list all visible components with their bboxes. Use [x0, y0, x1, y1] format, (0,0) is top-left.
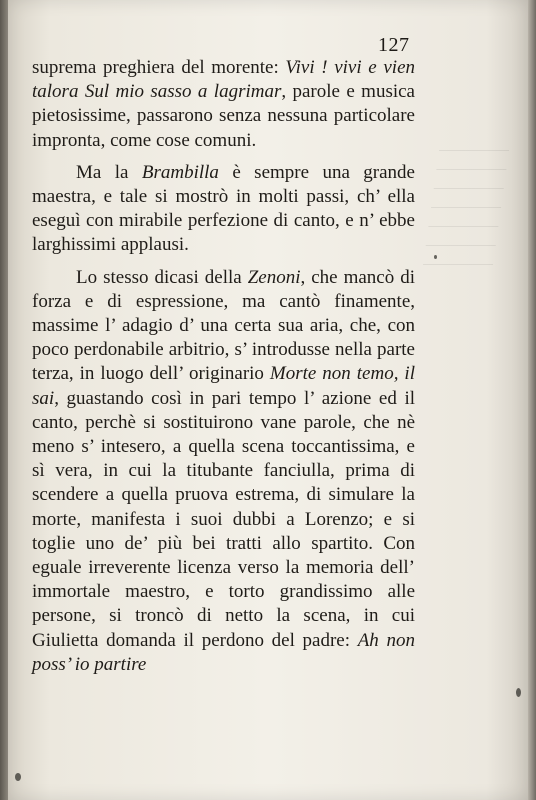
- paragraph-1-text-1: suprema preghiera del morente:: [32, 57, 286, 78]
- book-binding-shadow: [0, 0, 8, 800]
- paragraph-1-text-2: , parole e musica pietosissime, passarono senza nessuna particolare impronta, come cose comuni.: [32, 81, 415, 151]
- page-text: [32, 56, 415, 677]
- paragraph-continuation: [32, 56, 415, 153]
- paper-speck: [15, 773, 21, 781]
- page-edge-shadow: [528, 0, 536, 800]
- show-through-text: [421, 150, 509, 280]
- paragraph-3-italic-ending: Ah non poss’ io partire: [32, 629, 415, 675]
- paragraph-3-text-2: , che mancò di forza e di espressione, ma cantò finamente, massime l’ adagio d’ una certa sua aria, che, con poco perdonabile arbitrio, s’ introdusse nella parte terza, in luogo dell’ originario: [32, 266, 415, 385]
- paragraph-2-text-1: Ma la: [76, 161, 142, 183]
- paragraph-3-text-1: Lo stesso dicasi della: [76, 266, 248, 288]
- book-page: [8, 0, 528, 800]
- page-number: 127: [378, 34, 410, 56]
- paragraph-1-italic-quote: Vivi ! vivi e vien talora Sul mio sasso a lagrimar: [32, 57, 416, 103]
- paragraph-2-text-2: è sempre una grande maestra, e tale si mostrò in molti passi, ch’ ella eseguì con mirabile perfezione di canto, e n’ ebbe larghissimi applausi.: [32, 161, 415, 256]
- paragraph-3-italic-name: Zenoni: [247, 266, 301, 288]
- paper-speck: [434, 255, 437, 259]
- paragraph-3-text-3: , guastando così in pari tempo l’ azione ed il canto, perchè si sostituirono vane parole, che nè meno s’ intesero, a quella scena toccantissima, e sì vera, in cui la titubante fanciulla, prima di scendere a quella pruova estrema, di simulare la morte, manifesta i suoi dubbi a Lorenzo; e si toglie uno de’ più bei tratti allo spartito. Con eguale irreverente licenza verso la memoria dell’ immortale maestro, e torto grandissimo alle persone, si troncò di netto la scena, in cui Giulietta domanda il perdono del padre:: [32, 387, 415, 651]
- paper-speck: [516, 688, 521, 697]
- paragraph-2-italic-name: Brambilla: [141, 161, 219, 183]
- paragraph-3-italic-title: Morte non temo, il sai: [32, 363, 415, 409]
- paragraph-zenoni: [32, 266, 415, 677]
- paragraph-brambilla: [32, 161, 415, 258]
